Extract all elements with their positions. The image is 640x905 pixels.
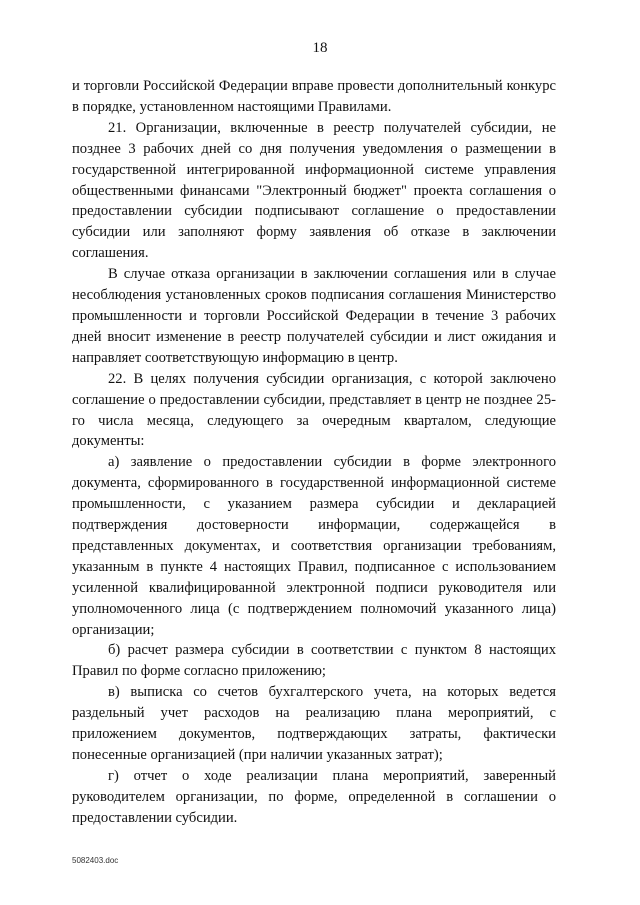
document-body	[72, 76, 556, 829]
paragraph-refusal: В случае отказа организации в заключении соглашения или в случае несоблюдения установленных сроков подписания соглашения Министерство промышленности и торговли Российской Федерации в течение 3 рабочих дней вносит изменение в реестр получателей субсидии и лист ожидания и направляет соответствующую информацию в центр.	[72, 266, 556, 366]
paragraph-subitem-g: г) отчет о ходе реализации плана мероприятий, заверенный руководителем организации, по форме, определенной в соглашении о предоставлении субсидии.	[72, 767, 556, 826]
paragraph-item-22: 22. В целях получения субсидии организация, с которой заключено соглашение о предоставлении субсидии, представляет в центр не позднее 25-го числа месяца, следующего за очередным кварталом, следующие документы:	[72, 370, 556, 450]
paragraph-subitem-a: а) заявление о предоставлении субсидии в форме электронного документа, сформированного в государственной информационной системе промышленности, с указанием размера субсидии и декларацией подтверждения достоверности информации, содержащейся в представленных документах, и соответствия организации требованиям, указанным в пункте 4 настоящих Правил, подписанное с использованием усиленной квалифицированной электронной подписи руководителя или уполномоченного лица (с подтверждением полномочий указанного лица) организации;	[72, 454, 556, 638]
paragraph-continuation: и торговли Российской Федерации вправе провести дополнительный конкурс в порядке, установленном настоящими Правилами.	[72, 78, 556, 115]
paragraph-subitem-b: б) расчет размера субсидии в соответствии с пунктом 8 настоящих Правил по форме согласно приложению;	[72, 642, 556, 680]
document-file-id: 5082403.doc	[72, 856, 119, 865]
paragraph-subitem-v: в) выписка со счетов бухгалтерского учета, на которых ведется раздельный учет расходов на реализацию плана мероприятий, с приложением документов, подтверждающих затраты, фактически понесенные организацией (при наличии указанных затрат);	[72, 684, 556, 763]
page-number: 18	[312, 40, 328, 56]
paragraph-item-21: 21. Организации, включенные в реестр получателей субсидии, не позднее 3 рабочих дней со дня получения уведомления о размещении в государственной интегрированной информационной системе управления общественными финансами "Электронный бюджет" проекта соглашения о предоставлении субсидии подписывают соглашение о предоставлении субсидии или заполняют форму заявления об отказе в заключении соглашения.	[72, 119, 556, 262]
